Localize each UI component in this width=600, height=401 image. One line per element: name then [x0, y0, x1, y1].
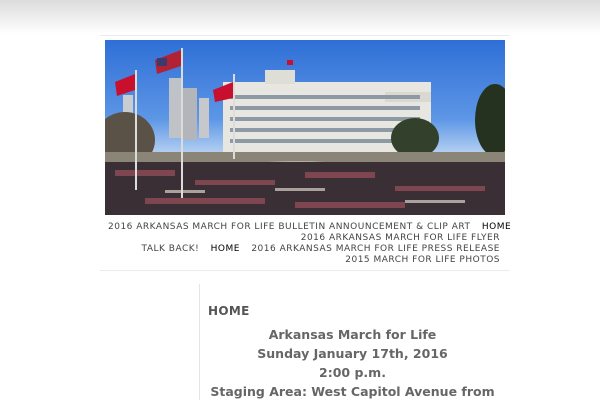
nav-item-home[interactable]: HOME [481, 222, 512, 232]
event-details [210, 325, 495, 401]
sidebar-divider [199, 284, 200, 400]
nav-row-1 [100, 222, 512, 232]
nav-row-3 [100, 244, 500, 254]
event-time: 2:00 p.m. [319, 365, 386, 380]
header-photo [105, 40, 505, 215]
nav-row-2 [100, 233, 500, 243]
nav-item-bulletin-announcement[interactable]: 2016 ARKANSAS MARCH FOR LIFE BULLETIN ANNOUNCEMENT & CLIP ART [108, 222, 471, 232]
header-divider [100, 35, 510, 36]
nav-item-flyer[interactable]: 2016 ARKANSAS MARCH FOR LIFE FLYER [300, 233, 500, 243]
nav-item-2015-photos[interactable]: 2015 MARCH FOR LIFE PHOTOS [345, 255, 500, 265]
event-staging-area: Staging Area: West Capitol Avenue from [210, 384, 495, 399]
nav-item-talk-back[interactable]: TALK BACK! [141, 244, 200, 254]
top-gradient-bar [0, 0, 600, 34]
event-name: Arkansas March for Life [268, 327, 437, 342]
nav-row-4 [100, 255, 500, 265]
event-date: Sunday January 17th, 2016 [257, 346, 448, 361]
nav-item-press-release[interactable]: 2016 ARKANSAS MARCH FOR LIFE PRESS RELEASE [251, 244, 500, 254]
nav-divider [100, 270, 510, 271]
nav-item-home-secondary[interactable]: HOME [210, 244, 240, 254]
page-title: HOME [208, 304, 250, 318]
